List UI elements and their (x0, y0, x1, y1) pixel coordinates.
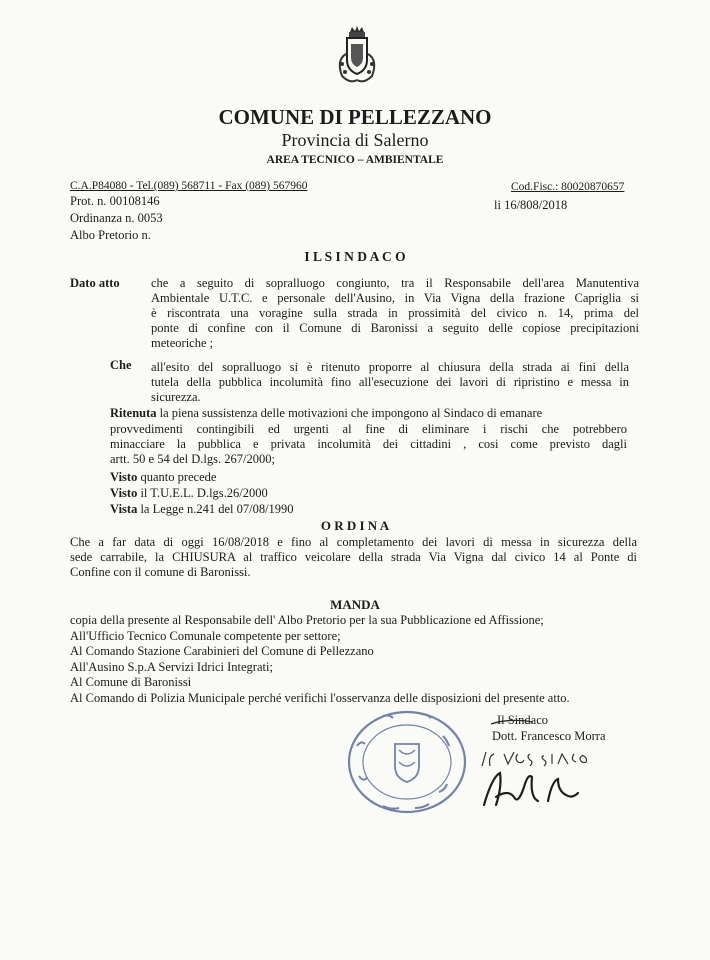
dato-atto-paragraph (151, 276, 639, 351)
manda-recipient: Al Comando di Polizia Municipale perché verifichi l'osservanza delle disposizioni del presente atto. (70, 690, 570, 705)
signature-name: Dott. Francesco Morra (492, 729, 606, 743)
visto-text: il T.U.E.L. D.lgs.26/2000 (140, 486, 268, 500)
dato-atto-line: Ambientale U.T.C. e personale dell'Ausino, in Via Vigna della frazione Capriglia si (151, 291, 639, 305)
manda-title: MANDA (330, 597, 380, 612)
protocol-number: Prot. n. 00108146 (70, 194, 160, 208)
signature-scribble-icon (462, 767, 582, 811)
dato-atto-line: che a seguito di sopralluogo congiunto, tra il Responsabile dell'area Manutentiva (151, 276, 639, 290)
visto-line (110, 470, 216, 485)
vista-line (110, 502, 294, 517)
che-paragraph (151, 360, 629, 405)
ritenuta-first-line (110, 406, 542, 421)
vista-text: la Legge n.241 del 07/08/1990 (140, 502, 294, 516)
vista-label: Vista (110, 502, 138, 516)
ordina-title: O R D I N A (320, 518, 390, 533)
ritenuta-label: Ritenuta (110, 406, 157, 420)
sindaco-title: I L S I N D A C O (304, 249, 406, 264)
manda-recipient: All'Ufficio Tecnico Comunale competente per settore; (70, 628, 341, 643)
coat-of-arms-icon (332, 24, 382, 88)
manda-list (70, 613, 640, 706)
area-subtitle: AREA TECNICO – AMBIENTALE (266, 154, 444, 166)
ritenuta-line: provvedimenti contingibili ed urgenti al fine di eliminare i rischi che potrebbero (110, 422, 627, 436)
ordina-paragraph (70, 535, 637, 580)
ritenuta-line: minacciare la pubblica e privata incolumità dei cittadini , cosi come previsto dagli (110, 437, 627, 451)
signature-role: Il Sindaco (497, 713, 549, 727)
manda-recipient: All'Ausino S.p.A Servizi Idrici Integrati; (70, 659, 273, 674)
che-line: sicurezza. (151, 390, 201, 404)
manda-recipient: Al Comune di Baronissi (70, 675, 192, 689)
visto-label: Visto (110, 470, 138, 484)
dato-atto-line: meteoriche ; (151, 336, 214, 350)
albo-pretorio: Albo Pretorio n. (70, 228, 151, 242)
ritenuta-line: artt. 50 e 54 del D.lgs. 267/2000; (110, 452, 275, 466)
che-label: Che (110, 358, 132, 372)
provincia-subtitle: Provincia di Salerno (281, 130, 429, 150)
dato-atto-label: Dato atto (70, 276, 120, 290)
ritenuta-first-text: la piena sussistenza delle motivazioni che impongono al Sindaco di emanare (159, 406, 543, 420)
che-line: all'esito del sopralluogo si è ritenuto proporre al chiusura della strada ai fini della (151, 360, 629, 374)
ordina-line: sede carrabile, la CHIUSURA al traffico veicolare della strada Via Vigna dal civico 14 al Ponte di (70, 550, 637, 564)
comune-title: COMUNE DI PELLEZZANO (218, 105, 492, 129)
ordinance-number: Ordinanza n. 0053 (70, 211, 163, 225)
ordina-line: Che a far data di oggi 16/08/2018 e fino al completamento dei lavori di messa in sicurezza della (70, 535, 637, 549)
ordina-line: Confine con il comune di Baronissi. (70, 565, 251, 579)
ritenuta-paragraph (110, 422, 627, 467)
contacts-line: C.A.P84080 - Tel.(089) 568711 - Fax (089) 567960 (70, 180, 308, 192)
visto-line (110, 486, 268, 501)
official-stamp-icon (343, 706, 471, 818)
fiscal-code: Cod.Fisc.: 80020870657 (511, 181, 625, 193)
dato-atto-line: ponte di confine con il Comune di Baronissi a seguito delle copiose precipitazioni (151, 321, 639, 335)
visto-label: Visto (110, 486, 138, 500)
visto-text: quanto precede (140, 470, 217, 484)
dato-atto-line: è riscontrata una voragine sulla strada in prossimità del civico n. 14, prima del (151, 306, 639, 320)
manda-recipient: copia della presente al Responsabile dell' Albo Pretorio per la sua Pubblicazione ed Affissione; (70, 613, 544, 627)
strikethrough-mark (489, 712, 535, 730)
che-line: tutela della pubblica incolumità fino all'esecuzione dei lavori di ripristino e messa in (151, 375, 629, 389)
document-date: li 16/808/2018 (494, 198, 568, 212)
manda-recipient: Al Comando Stazione Carabinieri del Comune di Pellezzano (70, 644, 374, 658)
